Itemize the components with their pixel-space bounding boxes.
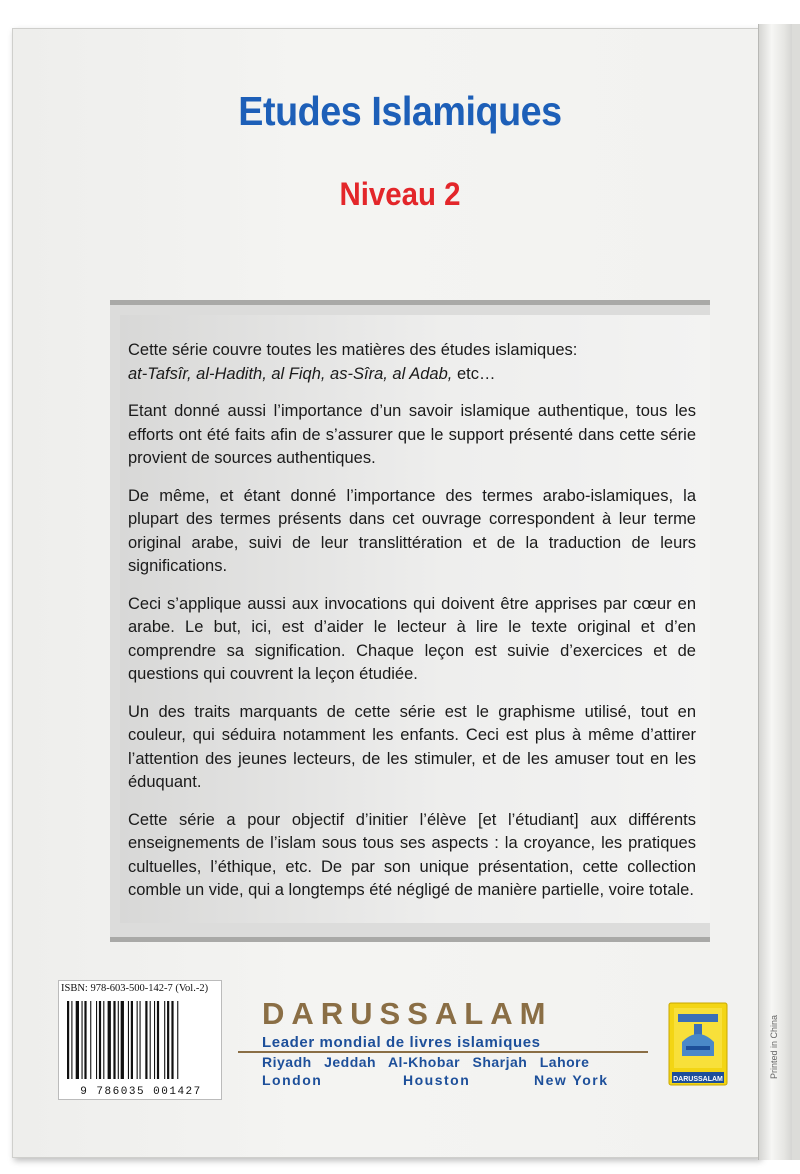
book-level: Niveau 2: [339, 176, 461, 212]
city-london: London: [262, 1072, 323, 1088]
barcode-bar: [67, 1001, 69, 1079]
barcode-bar: [137, 1001, 138, 1079]
description-paragraph-4: Ceci s’applique aussi aux invocations qui doivent être apprises par cœur en arabe. Le but, ici, est d’aider le lecteur à lire le texte original et d’en comprendre sa signification. Chaque leçon est suivie d’exercices et de questions qui couvrent la leçon étudiée.: [128, 594, 696, 683]
barcode-bar: [99, 1001, 101, 1079]
logo-caption: DARUSSALAM: [673, 1076, 723, 1083]
barcode-block: [58, 980, 222, 1100]
paragraph-1-etc: etc…: [452, 364, 496, 383]
barcode-number: 9 786035 001427: [80, 1086, 202, 1098]
barcode-bar: [145, 1001, 147, 1079]
barcode-bar: [150, 1001, 151, 1079]
barcode-bar: [90, 1001, 91, 1079]
description-text: [128, 339, 696, 917]
barcode-bar: [96, 1001, 97, 1079]
barcode-bar: [171, 1001, 173, 1079]
city-new-york: New York: [534, 1072, 609, 1088]
paragraph-1-line-1: Cette série couvre toutes les matières des études islamiques:: [128, 341, 578, 359]
barcode-bar: [103, 1001, 104, 1079]
book-title: Etudes Islamiques: [238, 88, 562, 134]
barcode-bar: [118, 1001, 119, 1079]
darussalam-logo-icon: [668, 1002, 728, 1086]
barcode-bar: [113, 1001, 115, 1079]
description-paragraph-3: De même, et étant donné l’importance des termes arabo-islamiques, la plupart des termes présents dans cet ouvrage correspondent à leur terme original arabe, suivi de leur translittération et de la traduction de leurs significations.: [128, 486, 696, 575]
barcode-bar: [154, 1001, 155, 1079]
publisher-divider: [238, 1051, 648, 1053]
barcode-bar: [131, 1001, 133, 1079]
barcode-bar: [71, 1001, 72, 1079]
barcode-bar: [167, 1001, 169, 1079]
barcode-bar: [157, 1001, 159, 1079]
printed-in-text: Printed in China: [769, 1014, 779, 1080]
book-spine-edge: [792, 24, 800, 1160]
isbn-label: ISBN: 978-603-500-142-7 (Vol.-2): [61, 983, 209, 994]
barcode-bar: [177, 1001, 178, 1079]
description-paragraph-1: [128, 339, 696, 386]
paragraph-1-subjects: at-Tafsîr, al-Hadith, al Fiqh, as-Sîra, al Adab,: [128, 364, 453, 383]
barcode-bars: [65, 1001, 215, 1079]
publisher-slogan: Leader mondial de livres islamiques: [262, 1034, 541, 1051]
description-paragraph-6: Cette série a pour objectif d’initier l’élève [et l’étudiant] aux différents enseignements de l’islam sous tous ses aspects : la croyance, les pratiques cultuelles, l’éthique, etc. De par son unique présentation, cette collection comble un vide, qui a longtemps été négligé de manière partielle, voire totale.: [128, 810, 696, 899]
barcode-bar: [76, 1001, 79, 1079]
barcode-bar: [121, 1001, 124, 1079]
barcode-bar: [128, 1001, 129, 1079]
description-paragraph-2: Etant donné aussi l’importance d’un savoir islamique authentique, tous les efforts ont été faits afin de s’assurer que le support présenté dans cette série provient de sources authentiques.: [128, 402, 696, 467]
printed-in-label: [764, 1000, 784, 1100]
publisher-cities-line-1: Riyadh Jeddah Al-Khobar Sharjah Lahore: [262, 1054, 590, 1070]
barcode-bar: [84, 1001, 86, 1079]
description-panel: [110, 300, 710, 942]
description-paragraph-5: Un des traits marquants de cette série est le graphisme utilisé, tout en couleur, qui séduira notamment les enfants. Ceci est plus à même d’attirer l’attention des jeunes lecteurs, de les stimuler, et de les amuser tout en les éduquant.: [128, 702, 696, 791]
barcode-bar: [140, 1001, 141, 1079]
barcode-bar: [82, 1001, 83, 1079]
publisher-name: DARUSSALAM: [262, 996, 553, 1031]
city-houston: Houston: [403, 1072, 471, 1088]
barcode-bar: [108, 1001, 111, 1079]
barcode-bar: [164, 1001, 165, 1079]
